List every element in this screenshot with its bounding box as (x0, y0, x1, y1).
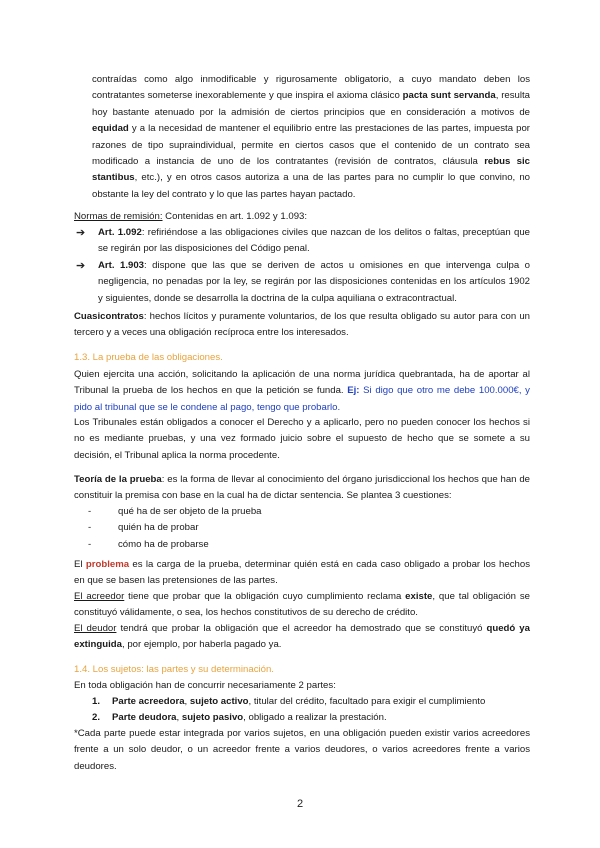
article-ref: Art. 1.903 (98, 259, 144, 271)
normas-label: Normas de remisión: (74, 211, 163, 222)
pacta-sunt-servanda: pacta sunt servanda (402, 90, 496, 102)
parte-text (112, 694, 485, 710)
teoria-label: Teoría de la prueba (74, 474, 162, 485)
separator: , (176, 712, 182, 724)
prueba-paragraph (74, 367, 530, 416)
normas-heading (74, 209, 530, 225)
sujetos-intro: En toda obligación han de concurrir necesariamente 2 partes: (74, 680, 336, 691)
list-item (92, 694, 530, 710)
note-paragraph: *Cada parte puede estar integrada por varios sujetos, en una obligación pueden existir varios acreedores frente a un solo deudor, o un acreedor frente a varios deudores, o varios acreedores frente a varios deudores. (74, 728, 530, 772)
separator: , (184, 696, 190, 707)
parte-text (112, 710, 387, 726)
list-item (76, 225, 530, 258)
list-item (76, 258, 530, 307)
sujeto-label: sujeto pasivo (181, 712, 244, 724)
arrow-icon: ➔ (76, 259, 86, 272)
intro-text: , resulta hoy bastante atenuado por la admisión de ciertos principios que en consideración a motivos de (92, 90, 530, 118)
existe-word: existe (405, 591, 433, 602)
list-item (88, 504, 518, 520)
acreedor-label: El acreedor (74, 591, 125, 602)
prueba-text: Quien ejercita una acción, solicitando la aplicación de una norma jurídica quebrantada, ha de aportar al Tribunal la prueba de los hechos en que la petición se funda. (74, 369, 530, 397)
section-heading-1-4: 1.4. Los sujetos: las partes y su determinación. (74, 664, 274, 675)
deudor-paragraph (74, 621, 530, 654)
intro-text: , etc.), y en otros casos autoriza a una de las partes para no cumplir lo que convino, no obstante la ley del contrato y lo que las partes hayan pactado. (92, 172, 530, 200)
equidad-term: equidad (92, 123, 129, 135)
list-item (88, 537, 518, 553)
intro-paragraph (92, 72, 530, 203)
list-item (92, 710, 530, 726)
teoria-text: : es la forma de llevar al conocimiento del órgano jurisdiccional los hechos que han de constituir la premisa con base en la cual ha de dictar sentencia. Se plantea 3 cuestiones: (74, 474, 531, 502)
intro-text: contraídas como algo inmodificable y rigurosamente obligatorio, a cuyo mandato deben los contratantes someterse inexorablemente y que inspira el axioma clásico (92, 74, 530, 102)
deudor-label: El deudor (74, 623, 117, 634)
deudor-text: tendrá que probar la obligación que el acreedor ha demostrado que se constituyó (116, 623, 487, 634)
question-text: quién ha de probar (118, 522, 199, 534)
question-text: cómo ha de probarse (118, 538, 209, 550)
cuasicontratos-label: Cuasicontratos (74, 311, 144, 322)
teoria-paragraph (74, 472, 530, 505)
dash-bullet: - (88, 522, 92, 534)
acreedor-paragraph (74, 589, 530, 622)
parte-desc: , titular del crédito, facultado para exigir el cumplimiento (248, 696, 486, 707)
article-desc: : dispone que las que se deriven de actos u omisiones en que intervenga culpa o negligencia, no penadas por la ley, se regirán por las disposiciones contenidas en los artículos 1902 y siguientes, donde se desarrolla la doctrina de la culpa aquiliana o extracontractual. (98, 259, 530, 304)
problema-paragraph (74, 557, 530, 590)
intro-text: y a la necesidad de mantener el equilibrio entre las prestaciones de las partes, impuesta por razones de tipo supraindividual, permite en ciertos casos que el contenido de un contrato sea modificado a instancia de uno de los contratantes (revisión de contratos, cláusula (92, 123, 530, 168)
normas-list (76, 225, 530, 307)
normas-item-text (98, 258, 530, 307)
questions-list (88, 504, 518, 553)
dash-bullet: - (88, 538, 92, 550)
page-number: 2 (296, 798, 304, 810)
example-text: Si digo que otro me debe 100.000€, y pido al tribunal que se le condene al pago, tengo que probarlo. (74, 385, 530, 413)
tribunales-paragraph: Los Tribunales están obligados a conocer el Derecho y a aplicarlo, pero no pueden conocer los hechos si no es mediante pruebas, y una vez formado juicio sobre el supuesto de hecho que se somete a su decisión, el Tribunal aplica la norma procedente. (74, 417, 530, 461)
deudor-text: , por ejemplo, por haberla pagado ya. (121, 639, 282, 651)
parte-label: Parte deudora (112, 712, 177, 724)
example-label: Ej: (347, 385, 360, 397)
parte-label: Parte acreedora (112, 696, 185, 707)
article-ref: Art. 1.092 (98, 227, 142, 238)
list-number: 1. (92, 696, 101, 707)
partes-list (92, 694, 530, 727)
article-desc: : refiriéndose a las obligaciones civiles que nazcan de los delitos o faltas, preceptúan que se regirán por las disposiciones del Código penal. (98, 227, 530, 255)
arrow-icon: ➔ (76, 227, 86, 239)
list-number: 2. (92, 712, 101, 724)
parte-desc: , obligado a realizar la prestación. (243, 712, 387, 724)
problema-text: El (74, 559, 86, 570)
problema-text: es la carga de la prueba, determinar quién está en cada caso obligado a probar los hechos en que se basen las pretensiones de las partes. (74, 559, 530, 587)
normas-text: Contenidas en art. 1.092 y 1.093: (162, 211, 308, 222)
rebus-sic-stantibus: rebus sic stantibus (92, 156, 530, 184)
question-text: qué ha de ser objeto de la prueba (118, 506, 262, 517)
extinguida-phrase: quedó ya extinguida (74, 623, 530, 651)
cuasicontratos-paragraph (74, 309, 530, 342)
dash-bullet: - (88, 506, 92, 517)
cuasicontratos-text: : hechos lícitos y puramente voluntarios, de los que resulta obligado su autor para con un tercero y a veces una obligación recíproca entre los interesados. (74, 311, 530, 339)
acreedor-text: tiene que probar que la obligación cuyo cumplimiento reclama (124, 591, 406, 602)
problema-word: problema (85, 559, 130, 570)
sujeto-label: sujeto activo (189, 696, 249, 707)
list-item (88, 520, 518, 536)
section-heading-1-3: 1.3. La prueba de las obligaciones. (74, 352, 223, 363)
acreedor-text: , que tal obligación se constituyó válidamente, o sea, los hechos constitutivos de su derecho de crédito. (74, 591, 531, 619)
normas-item-text (98, 225, 530, 258)
